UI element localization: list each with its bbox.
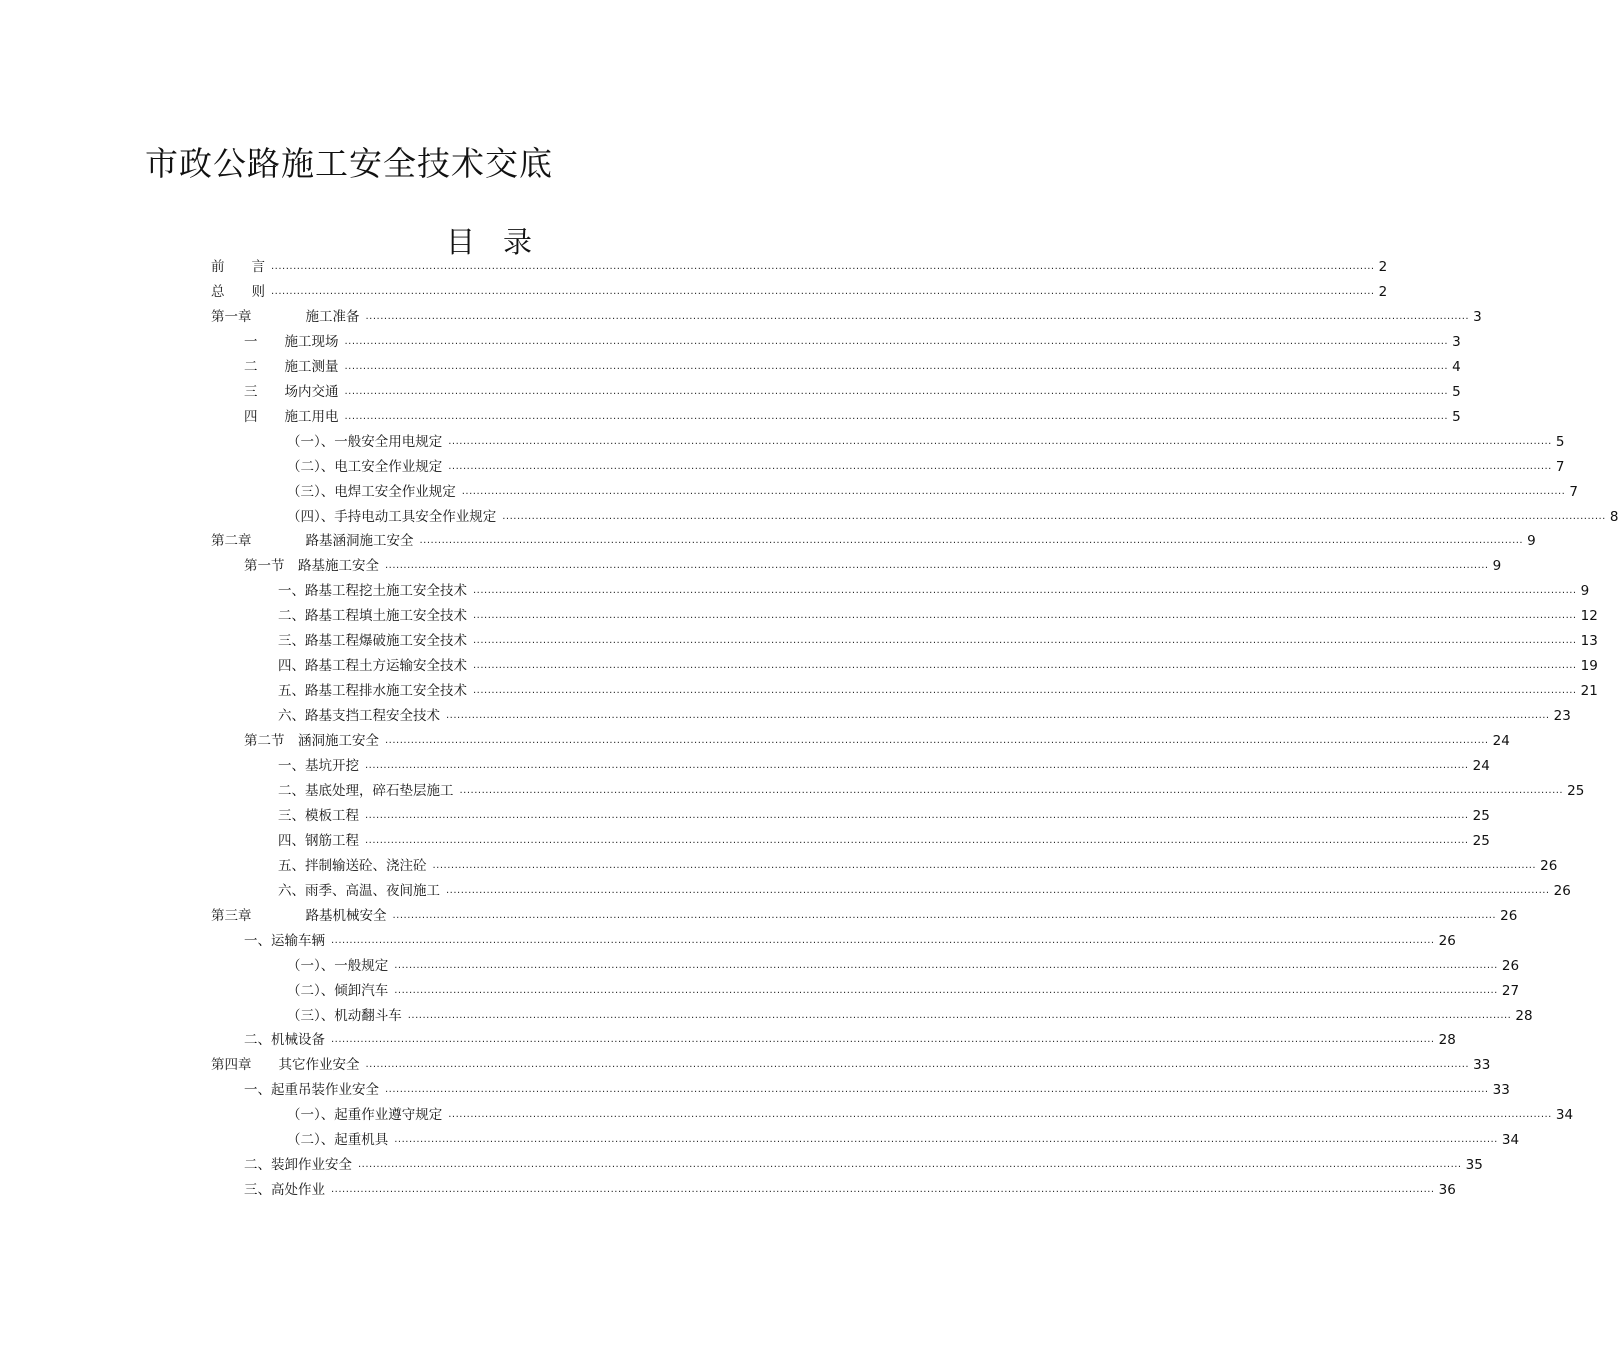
toc-entry-page-number: 26 bbox=[1501, 957, 1520, 974]
toc-entry-page-number: 3 bbox=[1452, 333, 1461, 350]
toc-entry-label: 五、拌制输送砼、浇注砼 bbox=[278, 857, 427, 874]
toc-entry-page-number: 5 bbox=[1452, 408, 1461, 425]
toc-entry-page-number: 23 bbox=[1553, 708, 1571, 725]
toc-leader-dots: ............................................................................................................................................................................................................................................................................................................ bbox=[394, 959, 1498, 971]
toc-entry-label: （一）、起重作业遵守规定 bbox=[287, 1107, 443, 1124]
toc-leader-dots: ............................................................................................................................................................................................................................................................................................................ bbox=[344, 360, 1449, 372]
toc-leader-dots: ............................................................................................................................................................................................................................................................................................................ bbox=[344, 410, 1449, 422]
toc-entry-label: 第四章 其它作业安全 bbox=[211, 1057, 360, 1074]
toc-entry-page-number: 25 bbox=[1472, 807, 1490, 824]
toc-leader-dots: ............................................................................................................................................................................................................................................................................................................ bbox=[365, 760, 1469, 771]
toc-entry[interactable] bbox=[278, 831, 1490, 851]
toc-entry-page-number: 26 bbox=[1438, 932, 1456, 949]
toc-entry[interactable] bbox=[244, 931, 1456, 951]
toc-entry-label: （三）、电焊工安全作业规定 bbox=[287, 483, 456, 500]
toc-leader-dots: ............................................................................................................................................................................................................................................................................................................ bbox=[344, 335, 1449, 347]
toc-entry-label: 三 场内交通 bbox=[244, 383, 339, 400]
toc-entry[interactable] bbox=[287, 507, 1618, 527]
toc-entry[interactable] bbox=[211, 307, 1482, 327]
toc-entry[interactable] bbox=[244, 556, 1502, 576]
toc-leader-dots: ............................................................................................................................................................................................................................................................................................................ bbox=[448, 435, 1552, 447]
toc-entry[interactable] bbox=[278, 631, 1598, 651]
toc-leader-dots: ............................................................................................................................................................................................................................................................................................................ bbox=[473, 685, 1577, 697]
toc-entry-page-number: 24 bbox=[1472, 758, 1490, 774]
toc-entry[interactable] bbox=[278, 706, 1571, 726]
toc-entry-page-number: 9 bbox=[1492, 558, 1502, 575]
toc-leader-dots: ............................................................................................................................................................................................................................................................................................................ bbox=[419, 535, 1524, 547]
toc-entry[interactable] bbox=[211, 282, 1388, 302]
toc-leader-dots: ............................................................................................................................................................................................................................................................................................................ bbox=[448, 460, 1552, 472]
toc-entry-label: （二）、倾卸汽车 bbox=[287, 982, 389, 999]
toc-entry-page-number: 26 bbox=[1540, 857, 1558, 874]
toc-entry-page-number: 4 bbox=[1452, 358, 1461, 375]
toc-entry-page-number: 9 bbox=[1527, 533, 1536, 550]
toc-entry-label: 总 则 bbox=[211, 283, 265, 300]
toc-leader-dots: ............................................................................................................................................................................................................................................................................................................ bbox=[473, 635, 1577, 647]
toc-entry-page-number: 3 bbox=[1473, 308, 1482, 325]
toc-entry-label: （二）、起重机具 bbox=[287, 1132, 389, 1149]
toc-entry-label: 六、路基支挡工程安全技术 bbox=[278, 708, 440, 725]
toc-entry[interactable] bbox=[278, 806, 1490, 826]
toc-entry-page-number: 19 bbox=[1580, 658, 1598, 675]
toc-entry-label: 二、基底处理，碎石垫层施工 bbox=[278, 782, 454, 799]
document-title: 市政公路施工安全技术交底 bbox=[145, 144, 553, 183]
toc-entry-label: 一、起重吊装作业安全 bbox=[244, 1082, 379, 1099]
toc-entry[interactable] bbox=[278, 781, 1585, 801]
toc-leader-dots: ............................................................................................................................................................................................................................................................................................................ bbox=[394, 1134, 1498, 1146]
toc-leader-dots: ............................................................................................................................................................................................................................................................................................................ bbox=[392, 909, 1497, 921]
toc-entry[interactable] bbox=[244, 332, 1461, 352]
toc-entry-label: 四 施工用电 bbox=[244, 408, 339, 425]
toc-entry[interactable] bbox=[287, 956, 1520, 976]
toc-leader-dots: ............................................................................................................................................................................................................................................................................................................ bbox=[473, 585, 1577, 597]
toc-leader-dots: ............................................................................................................................................................................................................................................................................................................ bbox=[385, 735, 1489, 747]
toc-entry-label: （三）、机动翻斗车 bbox=[287, 1007, 402, 1024]
toc-entry[interactable] bbox=[278, 756, 1490, 776]
toc-entry[interactable] bbox=[287, 981, 1520, 1001]
toc-leader-dots: ............................................................................................................................................................................................................................................................................................................ bbox=[459, 784, 1564, 796]
toc-entry-label: 三、路基工程爆破施工安全技术 bbox=[278, 633, 467, 650]
toc-entry-label: 二、装卸作业安全 bbox=[244, 1157, 352, 1174]
toc-entry[interactable] bbox=[211, 531, 1536, 551]
toc-leader-dots: ............................................................................................................................................................................................................................................................................................................ bbox=[394, 984, 1498, 996]
toc-entry[interactable] bbox=[287, 1130, 1520, 1150]
toc-entry-label: 四、路基工程土方运输安全技术 bbox=[278, 658, 467, 675]
toc-entry-page-number: 27 bbox=[1501, 982, 1520, 999]
toc-leader-dots: ............................................................................................................................................................................................................................................................................................................ bbox=[473, 610, 1577, 622]
toc-entry-page-number: 5 bbox=[1555, 433, 1565, 450]
toc-entry[interactable] bbox=[287, 457, 1565, 477]
toc-entry[interactable] bbox=[278, 581, 1590, 601]
toc-entry-page-number: 33 bbox=[1473, 1057, 1491, 1074]
toc-entry-label: 三、模板工程 bbox=[278, 807, 359, 824]
toc-leader-dots: ............................................................................................................................................................................................................................................................................................................ bbox=[365, 834, 1469, 846]
toc-entry[interactable] bbox=[244, 382, 1461, 402]
toc-leader-dots: ............................................................................................................................................................................................................................................................................................................ bbox=[446, 710, 1550, 722]
toc-entry-label: （一）、一般规定 bbox=[287, 957, 389, 974]
toc-entry-page-number: 2 bbox=[1378, 259, 1388, 275]
toc-entry[interactable] bbox=[211, 257, 1388, 277]
toc-entry-page-number: 7 bbox=[1555, 458, 1565, 475]
toc-leader-dots: ............................................................................................................................................................................................................................................................................................................ bbox=[331, 934, 1435, 946]
toc-entry-label: （四）、手持电动工具安全作业规定 bbox=[287, 508, 497, 525]
toc-entry[interactable] bbox=[244, 1155, 1483, 1175]
toc-leader-dots: ............................................................................................................................................................................................................................................................................................................ bbox=[271, 285, 1375, 297]
toc-entry-label: 六、雨季、高温、夜间施工 bbox=[278, 882, 440, 899]
toc-entry-label: 第二节 涵洞施工安全 bbox=[244, 733, 379, 750]
toc-leader-dots: ............................................................................................................................................................................................................................................................................................................ bbox=[331, 1034, 1435, 1046]
toc-entry[interactable] bbox=[287, 482, 1578, 502]
toc-entry[interactable] bbox=[287, 1105, 1574, 1125]
toc-entry[interactable] bbox=[287, 432, 1565, 452]
toc-leader-dots: ............................................................................................................................................................................................................................................................................................................ bbox=[365, 1059, 1470, 1071]
toc-entry-page-number: 28 bbox=[1515, 1007, 1533, 1024]
toc-entry[interactable] bbox=[244, 407, 1461, 427]
toc-leader-dots: ............................................................................................................................................................................................................................................................................................................ bbox=[385, 560, 1489, 572]
toc-entry-label: 前 言 bbox=[211, 259, 265, 275]
toc-entry-page-number: 35 bbox=[1465, 1157, 1483, 1174]
toc-entry[interactable] bbox=[278, 656, 1598, 676]
toc-heading: 目录 bbox=[445, 225, 560, 259]
toc-entry-label: 四、钢筋工程 bbox=[278, 832, 359, 849]
toc-leader-dots: ............................................................................................................................................................................................................................................................................................................ bbox=[344, 385, 1449, 397]
toc-entry-label: 第一章 施工准备 bbox=[211, 308, 360, 325]
toc-entry-label: 第三章 路基机械安全 bbox=[211, 907, 387, 924]
toc-entry-page-number: 12 bbox=[1580, 608, 1598, 625]
toc-entry-page-number: 34 bbox=[1555, 1107, 1574, 1124]
toc-entry-page-number: 26 bbox=[1500, 907, 1518, 924]
toc-entry[interactable] bbox=[211, 1055, 1491, 1075]
toc-entry[interactable] bbox=[244, 1030, 1456, 1050]
toc-entry[interactable] bbox=[287, 1006, 1533, 1026]
toc-entry-page-number: 8 bbox=[1609, 508, 1618, 525]
toc-entry-label: 一、路基工程挖土施工安全技术 bbox=[278, 583, 467, 600]
toc-entry-page-number: 9 bbox=[1580, 583, 1590, 600]
toc-entry-page-number: 36 bbox=[1438, 1182, 1456, 1199]
toc-leader-dots: ............................................................................................................................................................................................................................................................................................................ bbox=[432, 859, 1537, 871]
toc-entry-label: 二、机械设备 bbox=[244, 1032, 325, 1049]
toc-entry-page-number: 34 bbox=[1501, 1132, 1520, 1149]
toc-entry[interactable] bbox=[244, 731, 1510, 751]
toc-leader-dots: ............................................................................................................................................................................................................................................................................................................ bbox=[365, 809, 1469, 821]
toc-entry[interactable] bbox=[244, 1180, 1456, 1200]
toc-entry[interactable] bbox=[278, 856, 1558, 876]
toc-leader-dots: ............................................................................................................................................................................................................................................................................................................ bbox=[461, 485, 1566, 497]
toc-entry-label: 一、运输车辆 bbox=[244, 932, 325, 949]
toc-entry-page-number: 13 bbox=[1580, 633, 1598, 650]
toc-leader-dots: ............................................................................................................................................................................................................................................................................................................ bbox=[473, 660, 1577, 672]
toc-entry-page-number: 21 bbox=[1580, 683, 1598, 700]
toc-entry-page-number: 5 bbox=[1452, 383, 1461, 400]
toc-entry[interactable] bbox=[211, 906, 1518, 926]
toc-entry-page-number: 33 bbox=[1492, 1082, 1510, 1099]
toc-leader-dots: ............................................................................................................................................................................................................................................................................................................ bbox=[365, 310, 1470, 322]
toc-leader-dots: ............................................................................................................................................................................................................................................................................................................ bbox=[385, 1084, 1489, 1096]
toc-entry-label: 一、基坑开挖 bbox=[278, 758, 359, 774]
toc-entry[interactable] bbox=[278, 881, 1571, 901]
toc-leader-dots: ............................................................................................................................................................................................................................................................................................................ bbox=[502, 510, 1606, 522]
toc-entry-label: （一）、一般安全用电规定 bbox=[287, 433, 443, 450]
toc-leader-dots: ............................................................................................................................................................................................................................................................................................................ bbox=[448, 1109, 1552, 1121]
toc-entry-page-number: 25 bbox=[1567, 782, 1585, 799]
toc-entry-label: 一 施工现场 bbox=[244, 333, 339, 350]
toc-entry-label: 二、路基工程填土施工安全技术 bbox=[278, 608, 467, 625]
toc-entry-page-number: 25 bbox=[1472, 832, 1490, 849]
toc-leader-dots: ............................................................................................................................................................................................................................................................................................................ bbox=[358, 1159, 1462, 1171]
toc-entry-label: （二）、电工安全作业规定 bbox=[287, 458, 443, 475]
toc-entry-page-number: 26 bbox=[1553, 882, 1571, 899]
toc-entry[interactable] bbox=[244, 357, 1461, 377]
toc-entry-label: 三、高处作业 bbox=[244, 1182, 325, 1199]
toc-leader-dots: ............................................................................................................................................................................................................................................................................................................ bbox=[331, 1184, 1435, 1196]
toc-entry[interactable] bbox=[278, 681, 1598, 701]
toc-entry-page-number: 7 bbox=[1569, 483, 1578, 500]
toc-entry-page-number: 24 bbox=[1492, 733, 1510, 750]
toc-entry-label: 二 施工测量 bbox=[244, 358, 339, 375]
toc-entry[interactable] bbox=[244, 1080, 1510, 1100]
toc-entry[interactable] bbox=[278, 606, 1598, 626]
toc-entry-label: 第一节 路基施工安全 bbox=[244, 558, 379, 575]
toc-leader-dots: ............................................................................................................................................................................................................................................................................................................ bbox=[407, 1009, 1512, 1021]
toc-leader-dots: ............................................................................................................................................................................................................................................................................................................ bbox=[271, 261, 1375, 272]
toc-leader-dots: ............................................................................................................................................................................................................................................................................................................ bbox=[446, 884, 1550, 896]
toc-entry-page-number: 2 bbox=[1378, 283, 1388, 300]
toc-entry-label: 第二章 路基涵洞施工安全 bbox=[211, 533, 414, 550]
toc-entry-label: 五、路基工程排水施工安全技术 bbox=[278, 683, 467, 700]
toc-entry-page-number: 28 bbox=[1438, 1032, 1456, 1049]
